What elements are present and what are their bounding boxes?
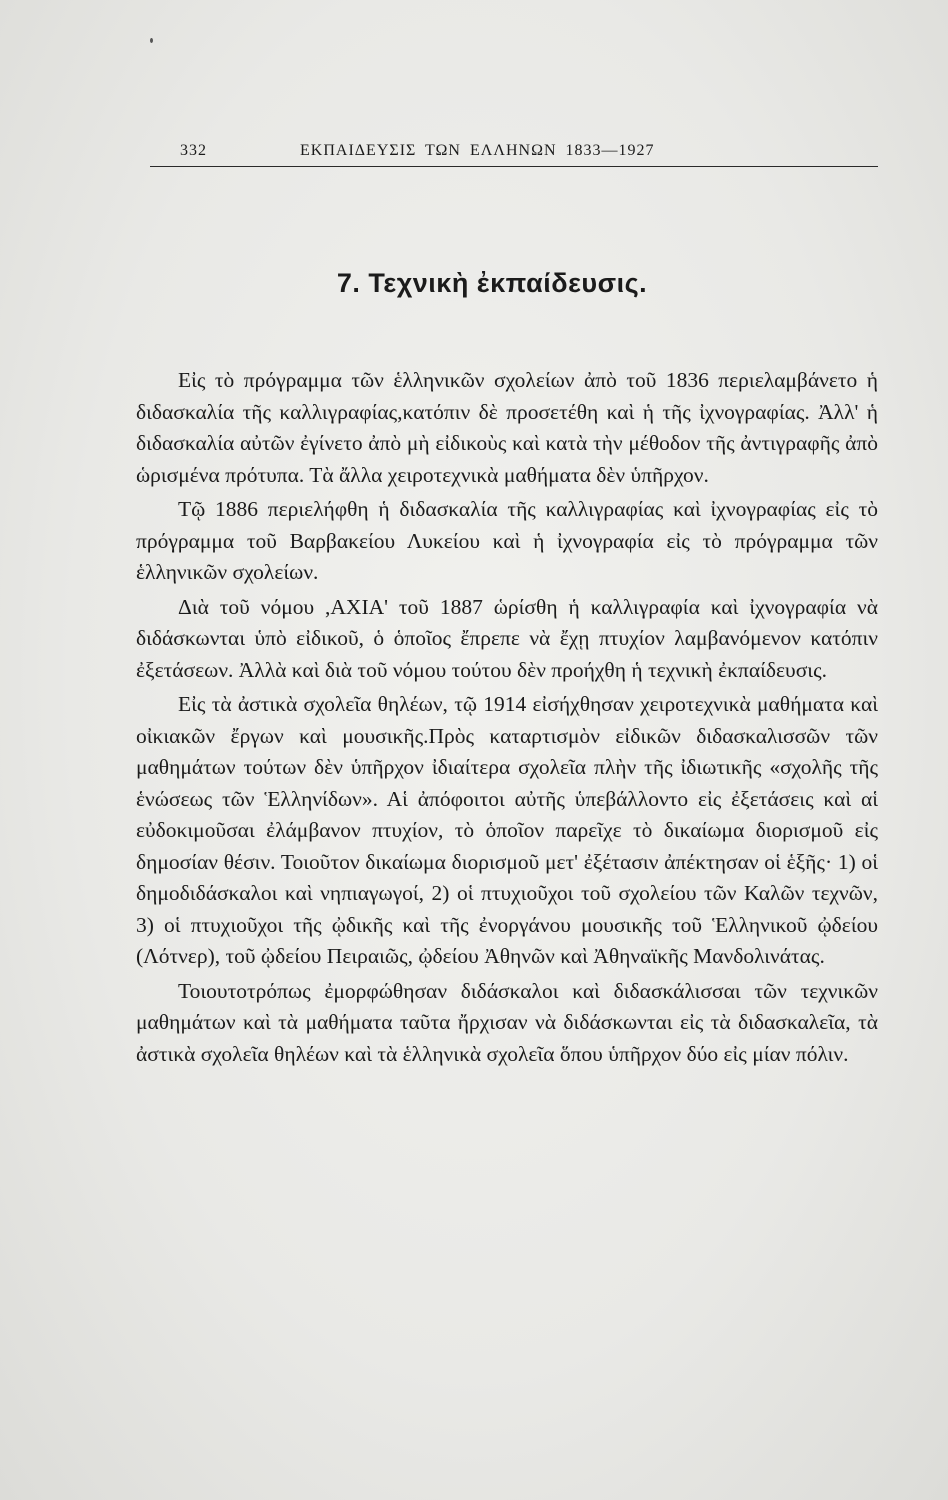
page-number: 332 xyxy=(180,142,207,159)
body-text xyxy=(136,365,878,1070)
paragraph-1: Εἰς τὸ πρόγραμμα τῶν ἑλληνικῶν σχολείων ἀπὸ τοῦ 1836 περιελαμβάνετο ἡ διδασκαλία τῆς καλλιγραφίας,κατόπιν δὲ προσετέθη καὶ ἡ τῆς ἰχνογραφίας. Ἀλλ' ἡ διδασκαλία αὐτῶν ἐγίνετο ἀπὸ μὴ εἰδικοὺς καὶ κατὰ τὴν μέθοδον τῆς ἀντιγραφῆς ἀπὸ ὡρισμένα πρότυπα. Τὰ ἄλλα χειροτεχνικὰ μαθήματα δὲν ὑπῆρχον. xyxy=(136,368,878,487)
print-speck xyxy=(150,38,153,43)
paragraph-2: Τῷ 1886 περιελήφθη ἡ διδασκαλία τῆς καλλιγραφίας καὶ ἰχνογραφίας εἰς τὸ πρόγραμμα τοῦ Βαρβακείου Λυκείου καὶ ἡ ἰχνογραφία εἰς τὸ πρόγραμμα τῶν ἑλληνικῶν σχολείων. xyxy=(136,497,878,584)
paragraph-5: Τοιουτοτρόπως ἐμορφώθησαν διδάσκαλοι καὶ διδασκάλισσαι τῶν τεχνικῶν μαθημάτων καὶ τὰ μαθήματα ταῦτα ἤρχισαν νὰ διδάσκωνται εἰς τὰ διδασκαλεῖα, τὰ ἀστικὰ σχολεῖα θηλέων καὶ τὰ ἑλληνικὰ σχολεῖα ὅπου ὑπῆρχον δύο εἰς μίαν πόλιν. xyxy=(136,978,878,1066)
section-title: 7. Τεχνικὴ ἐκπαίδευσις. xyxy=(336,268,648,298)
header-rule xyxy=(150,166,878,167)
paragraph-4: Εἰς τὰ ἀστικὰ σχολεῖα θηλέων, τῷ 1914 εἰσήχθησαν χειροτεχνικὰ μαθήματα καὶ οἰκιακῶν ἔργων καὶ μουσικῆς.Πρὸς καταρτισμὸν εἰδικῶν διδασκαλισσῶν τῶν μαθημάτων τούτων δὲν ὑπῆρχον ἰδιαίτερα σχολεῖα πλὴν τῆς ἰδιωτικῆς «σχολῆς τῆς ἑνώσεως τῶν Ἑλληνίδων». Αἱ ἀπόφοιτοι αὐτῆς ὑπεβάλλοντο εἰς ἐξετάσεις καὶ αἱ εὐδοκιμοῦσαι ἐλάμβανον πτυχίον, τὸ ὁποῖον παρεῖχε τὸ δικαίωμα διορισμοῦ εἰς δημοσίαν θέσιν. Τοιοῦτον δικαίωμα διορισμοῦ μετ' ἐξέτασιν ἀπέκτησαν οἱ ἑξῆς· 1) οἱ δημοδιδάσκαλοι καὶ νηπιαγωγοί, 2) οἱ πτυχιοῦχοι τοῦ σχολείου τῶν Καλῶν τεχνῶν, 3) οἱ πτυχιοῦχοι τῆς ᾠδικῆς καὶ τῆς ἐνοργάνου μουσικῆς τοῦ Ἑλληνικοῦ ᾠδείου (Λότνερ), τοῦ ᾠδείου Πειραιῶς, ᾠδείου Ἀθηνῶν καὶ Ἀθηναϊκῆς Μανδολινάτας. xyxy=(136,692,878,968)
paragraph-3: Διὰ τοῦ νόμου ,ΑΧΙΑ' τοῦ 1887 ὡρίσθη ἡ καλλιγραφία καὶ ἰχνογραφία νὰ διδάσκωνται ὑπὸ εἰδικοῦ, ὁ ὁποῖος ἔπρεπε νὰ ἔχῃ πτυχίον λαμβανόμενον κατόπιν ἐξετάσεων. Ἀλλὰ καὶ διὰ τοῦ νόμου τούτου δὲν προήχθη ἡ τεχνικὴ ἐκπαίδευσις. xyxy=(136,594,878,682)
running-title: ΕΚΠΑΙΔΕΥΣΙΣ ΤΩΝ ΕΛΛΗΝΩΝ 1833—1927 xyxy=(300,142,655,159)
running-header xyxy=(150,142,876,168)
